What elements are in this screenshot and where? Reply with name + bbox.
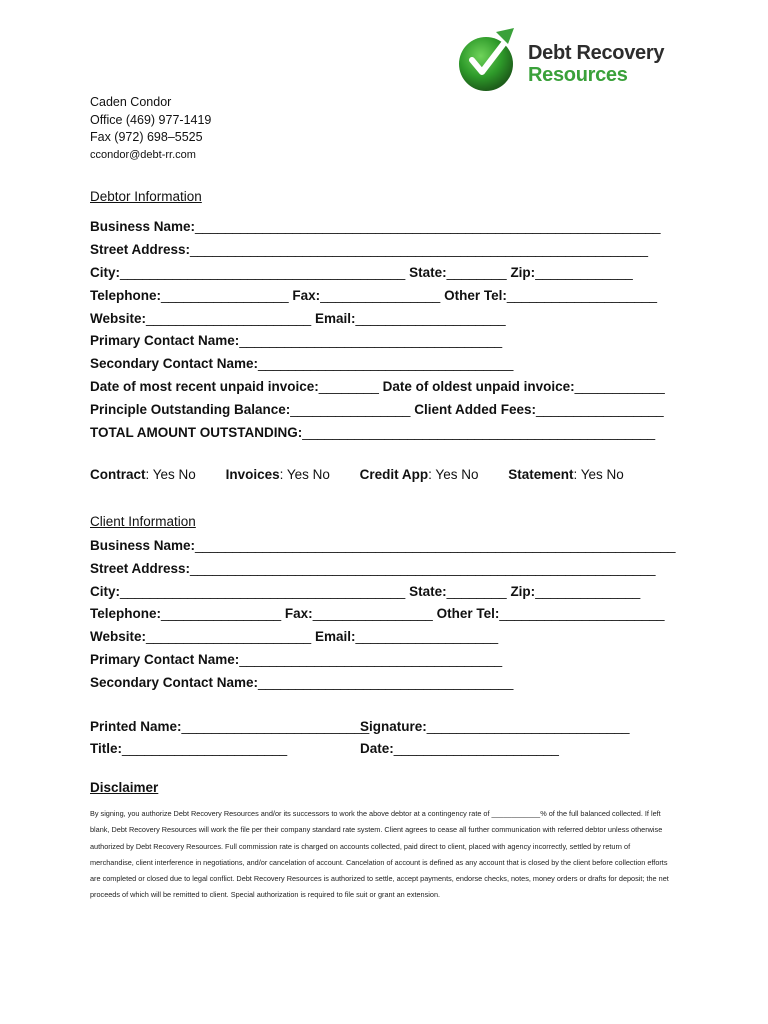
printed-name-label: Printed Name:: [90, 719, 182, 734]
disclaimer-title: Disclaimer: [90, 780, 159, 795]
state-blank[interactable]: ________: [446, 265, 507, 280]
principle-balance-label: Principle Outstanding Balance:: [90, 402, 291, 417]
zip-blank[interactable]: ______________: [535, 584, 641, 599]
field-blank[interactable]: ___________________________________: [239, 652, 503, 667]
debtor-street-field[interactable]: [90, 240, 648, 260]
field-blank[interactable]: _______________________________________________: [302, 425, 656, 440]
field-label: Business Name:: [90, 219, 196, 234]
fax-blank[interactable]: ________________: [320, 288, 441, 303]
other-tel-blank[interactable]: ____________________: [506, 288, 658, 303]
telephone-blank[interactable]: _________________: [161, 288, 289, 303]
debtor-phone-row: [90, 286, 657, 306]
city-label: City:: [90, 265, 120, 280]
website-blank[interactable]: ______________________: [146, 629, 312, 644]
field-label: TOTAL AMOUNT OUTSTANDING:: [90, 425, 303, 440]
recent-invoice-blank[interactable]: ________: [318, 379, 379, 394]
field-label: Primary Contact Name:: [90, 652, 240, 667]
invoices-check[interactable]: [226, 467, 330, 482]
client-fees-label: Client Added Fees:: [414, 402, 536, 417]
client-section-title: Client Information: [90, 514, 196, 529]
fax-blank[interactable]: ________________: [312, 606, 433, 621]
zip-label: Zip:: [510, 584, 536, 599]
check-label: Invoices: [225, 467, 280, 482]
date-label: Date:: [360, 741, 394, 756]
field-blank[interactable]: ________________________________________________________________: [195, 538, 676, 553]
city-label: City:: [90, 584, 120, 599]
yes-no-options[interactable]: : Yes No: [428, 467, 479, 482]
city-blank[interactable]: ______________________________________: [120, 265, 406, 280]
yes-no-options[interactable]: : Yes No: [279, 467, 330, 482]
company-logo: [456, 24, 672, 94]
telephone-blank[interactable]: ________________: [161, 606, 282, 621]
email-blank[interactable]: ____________________: [355, 311, 506, 326]
field-label: Secondary Contact Name:: [90, 356, 259, 371]
client-city-row: [90, 582, 640, 602]
contact-email[interactable]: ccondor@debt-rr.com: [90, 148, 196, 161]
state-label: State:: [409, 584, 447, 599]
field-blank[interactable]: ______________________________________________________________: [190, 561, 656, 576]
client-phone-row: [90, 604, 665, 624]
debtor-invoice-dates-row: [90, 377, 665, 397]
date-field[interactable]: [360, 739, 559, 759]
website-label: Website:: [90, 629, 147, 644]
credit-app-check[interactable]: [360, 467, 479, 482]
contract-check[interactable]: [90, 467, 196, 482]
state-blank[interactable]: ________: [446, 584, 507, 599]
other-tel-blank[interactable]: ______________________: [499, 606, 665, 621]
debtor-primary-contact-field[interactable]: [90, 331, 502, 351]
fax-label: Fax:: [284, 606, 313, 621]
debtor-business-name-field[interactable]: [90, 217, 661, 237]
field-blank[interactable]: ______________________________________________________________: [195, 219, 661, 234]
other-tel-label: Other Tel:: [444, 288, 507, 303]
zip-label: Zip:: [510, 265, 536, 280]
oldest-invoice-label: Date of oldest unpaid invoice:: [382, 379, 575, 394]
document-checks-row: [90, 467, 650, 482]
contact-office: Office (469) 977-1419: [90, 112, 212, 127]
principle-balance-blank[interactable]: ________________: [290, 402, 411, 417]
email-label: Email:: [314, 311, 356, 326]
printed-name-blank[interactable]: _________________________: [181, 719, 370, 734]
contact-name: Caden Condor: [90, 95, 172, 109]
state-label: State:: [409, 265, 447, 280]
client-fees-blank[interactable]: _________________: [535, 402, 664, 417]
field-blank[interactable]: _____________________________________________________________: [190, 242, 649, 257]
signature-blank[interactable]: ___________________________: [426, 719, 630, 734]
email-label: Email:: [314, 629, 356, 644]
title-field[interactable]: [90, 739, 287, 759]
logo-globe-icon: [456, 24, 528, 94]
debtor-city-row: [90, 263, 633, 283]
title-label: Title:: [90, 741, 123, 756]
website-blank[interactable]: ______________________: [146, 311, 312, 326]
debtor-section-title: Debtor Information: [90, 189, 202, 204]
debtor-total-outstanding-field[interactable]: [90, 423, 655, 443]
client-primary-contact-field[interactable]: [90, 650, 502, 670]
title-blank[interactable]: ______________________: [122, 741, 288, 756]
fax-label: Fax:: [292, 288, 321, 303]
debtor-web-row: [90, 309, 506, 329]
client-web-row: [90, 627, 498, 647]
check-label: Statement: [508, 467, 574, 482]
email-blank[interactable]: ___________________: [355, 629, 499, 644]
field-label: Secondary Contact Name:: [90, 675, 259, 690]
yes-no-options[interactable]: : Yes No: [573, 467, 624, 482]
client-secondary-contact-field[interactable]: [90, 673, 513, 693]
client-business-name-field[interactable]: [90, 536, 676, 556]
statement-check[interactable]: [508, 467, 624, 482]
zip-blank[interactable]: _____________: [535, 265, 633, 280]
contact-fax: Fax (972) 698–5525: [90, 130, 203, 144]
check-label: Credit App: [359, 467, 429, 482]
logo-text-line2: Resources: [528, 64, 628, 86]
telephone-label: Telephone:: [90, 288, 162, 303]
field-label: Business Name:: [90, 538, 196, 553]
debtor-secondary-contact-field[interactable]: [90, 354, 513, 374]
contact-block: [90, 94, 211, 164]
printed-name-field[interactable]: [90, 717, 369, 737]
field-label: Primary Contact Name:: [90, 333, 240, 348]
date-blank[interactable]: ______________________: [393, 741, 559, 756]
signature-field[interactable]: [360, 717, 629, 737]
yes-no-options[interactable]: : Yes No: [145, 467, 196, 482]
oldest-invoice-blank[interactable]: ____________: [574, 379, 665, 394]
city-blank[interactable]: ______________________________________: [120, 584, 406, 599]
field-label: Street Address:: [90, 242, 191, 257]
check-label: Contract: [90, 467, 146, 482]
recent-invoice-label: Date of most recent unpaid invoice:: [90, 379, 319, 394]
field-blank[interactable]: __________________________________: [258, 356, 514, 371]
telephone-label: Telephone:: [90, 606, 162, 621]
logo-wordmark: [528, 42, 664, 86]
logo-text-line1: Debt Recovery: [528, 42, 665, 64]
field-blank[interactable]: __________________________________: [258, 675, 514, 690]
disclaimer-text: By signing, you authorize Debt Recovery Resources and/or its successors to work the above debtor at a contingency rate of ____________% of the full balanced collected. If left blank, Debt Recovery Resources will work the file per their company standard rate system. Client agrees to cease all further communication with referred debtor unless otherwise authorized by Debt Recovery Resources. Full commission rate is charged on accounts collected, paid direct to client, placed with agency incorrectly, settled by return of merchandise, client interference in negotiations, and/or cancelation of account. Cancelation of account is defined as any account that is closed by the client before collection efforts are completed or closed due to legal conflict. Debt Recovery Resources is authorized to settle, accept payments, endorse checks, notes, money orders or drafts for deposit; the net proceeds of which will be remitted to client. Special authorization is required to file suit or grant an extension.: [90, 809, 669, 900]
field-label: Street Address:: [90, 561, 191, 576]
other-tel-label: Other Tel:: [436, 606, 500, 621]
website-label: Website:: [90, 311, 147, 326]
client-street-field[interactable]: [90, 559, 656, 579]
field-blank[interactable]: ___________________________________: [239, 333, 503, 348]
debtor-balance-row: [90, 400, 664, 420]
signature-label: Signature:: [360, 719, 427, 734]
